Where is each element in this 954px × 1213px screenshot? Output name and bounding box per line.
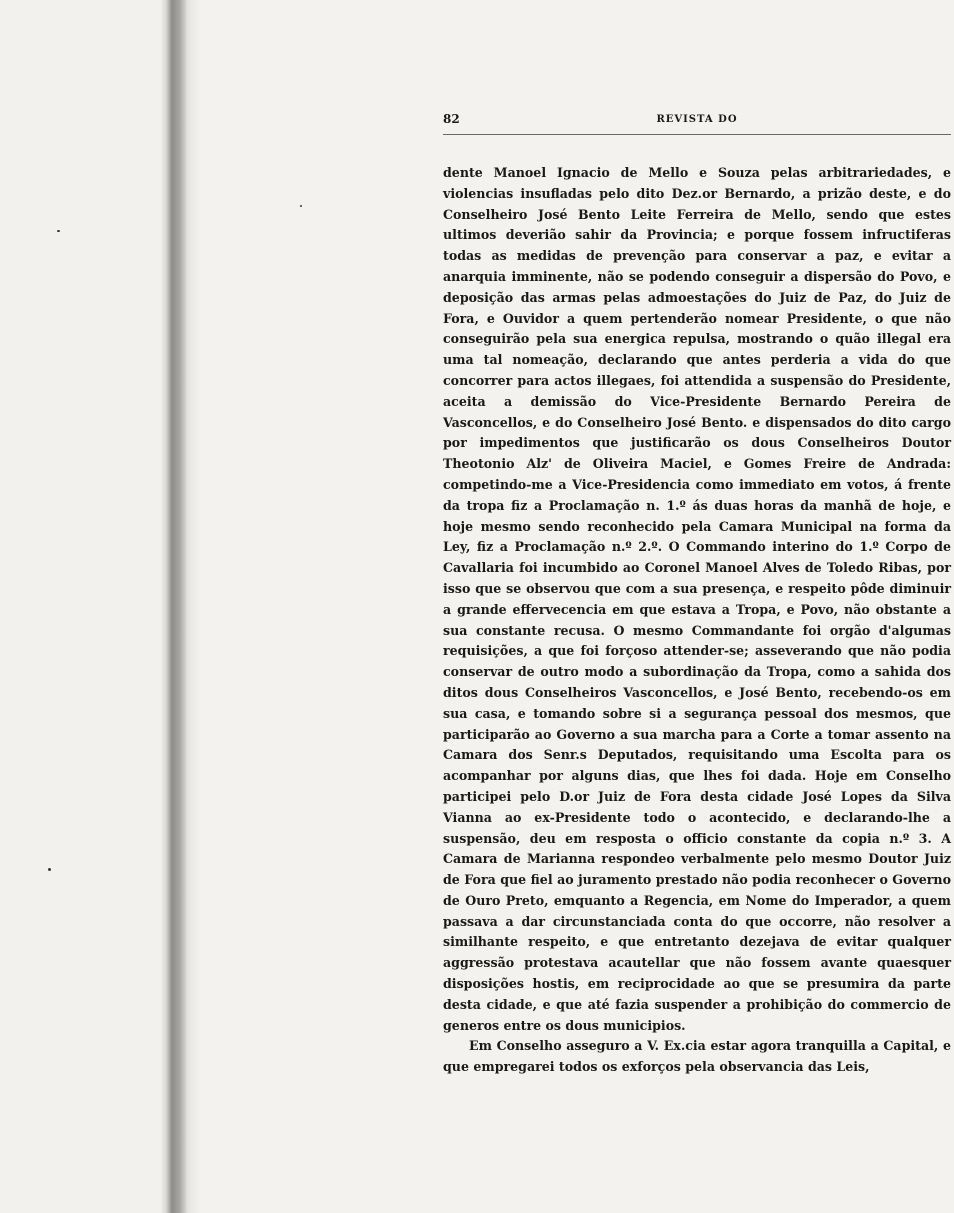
dust-speck bbox=[48, 868, 51, 871]
dust-speck bbox=[300, 205, 302, 207]
running-title: REVISTA DO bbox=[656, 114, 738, 125]
dust-speck bbox=[57, 230, 60, 232]
body-text bbox=[443, 163, 951, 1078]
page-number: 82 bbox=[443, 112, 460, 126]
paragraph: dente Manoel Ignacio de Mello e Souza pelas arbitrariedades, e violencias insufladas pelo dito Dez.or Bernardo, a prizão deste, e do Conselheiro José Bento Leite Ferreira de Mello, sendo que estes ultimos deverião sahir da Provincia; e porque fossem infructiferas todas as medidas de prevenção para conservar a paz, e evitar a anarquia imminente, não se podendo conseguir a dispersão do Povo, e deposição das armas pelas admoestações do Juiz de Paz, do Juiz de Fora, e Ouvidor a quem pertenderão nomear Presidente, o que não conseguirão pela sua energica repulsa, mostrando o quão illegal era uma tal nomeação, declarando que antes perderia a vida do que concorrer para actos illegaes, foi attendida a suspensão do Presidente, aceita a demissão do Vice-Presidente Bernardo Pereira de Vasconcellos, e do Conselheiro José Bento. e dispensados do dito cargo por impedimentos que justificarão os dous Conselheiros Doutor Theotonio Alz' de Oliveira Maciel, e Gomes Freire de Andrada: competindo-me a Vice-Presidencia como immediato em votos, á frente da tropa fiz a Proclamação n. 1.º ás duas horas da manhã de hoje, e hoje mesmo sendo reconhecido pela Camara Municipal na forma da Ley, fiz a Proclamação n.º 2.º. O Commando interino do 1.º Corpo de Cavallaria foi incumbido ao Coronel Manoel Alves de Toledo Ribas, por isso que se observou que com a sua presença, e respeito pôde diminuir a grande effervecencia em que estava a Tropa, e Povo, não obstante a sua constante recusa. O mesmo Commandante foi orgão d'algumas requisições, a que foi forçoso attender-se; asseverando que não podia conservar de outro modo a subordinação da Tropa, como a sahida dos ditos dous Conselheiros Vasconcellos, e José Bento, recebendo-os em sua casa, e tomando sobre si a segurança pessoal dos mesmos, que participarão ao Governo a sua marcha para a Corte a tomar assento na Camara dos Senr.s Deputados, requisitando uma Escolta para os acompanhar por alguns dias, que lhes foi dada. Hoje em Conselho participei pelo D.or Juiz de Fora desta cidade José Lopes da Silva Vianna ao ex-Presidente todo o acontecido, e declarando-lhe a suspensão, deu em resposta o officio constante da copia n.º 3. A Camara de Marianna respondeo verbalmente pelo mesmo Doutor Juiz de Fora que fiel ao juramento prestado não podia reconhecer o Governo de Ouro Preto, emquanto a Regencia, em Nome do Imperador, a quem passava a dar circunstanciada conta do que occorre, não resolver a similhante respeito, e que entretanto dezejava de evitar qualquer aggressão protestava acautellar que não fossem avante quaesquer disposições hostis, em reciprocidade ao que se presumira da parte desta cidade, e que até fazia suspender a prohibição do commercio de generos entre os dous municipios. bbox=[443, 165, 951, 1033]
book-page bbox=[443, 108, 951, 1208]
binding-shadow bbox=[0, 0, 200, 1213]
paragraph: Em Conselho asseguro a V. Ex.cia estar agora tranquilla a Capital, e que empregarei todos os exforços pela observancia das Leis, bbox=[443, 1038, 951, 1075]
page-header bbox=[443, 108, 951, 135]
